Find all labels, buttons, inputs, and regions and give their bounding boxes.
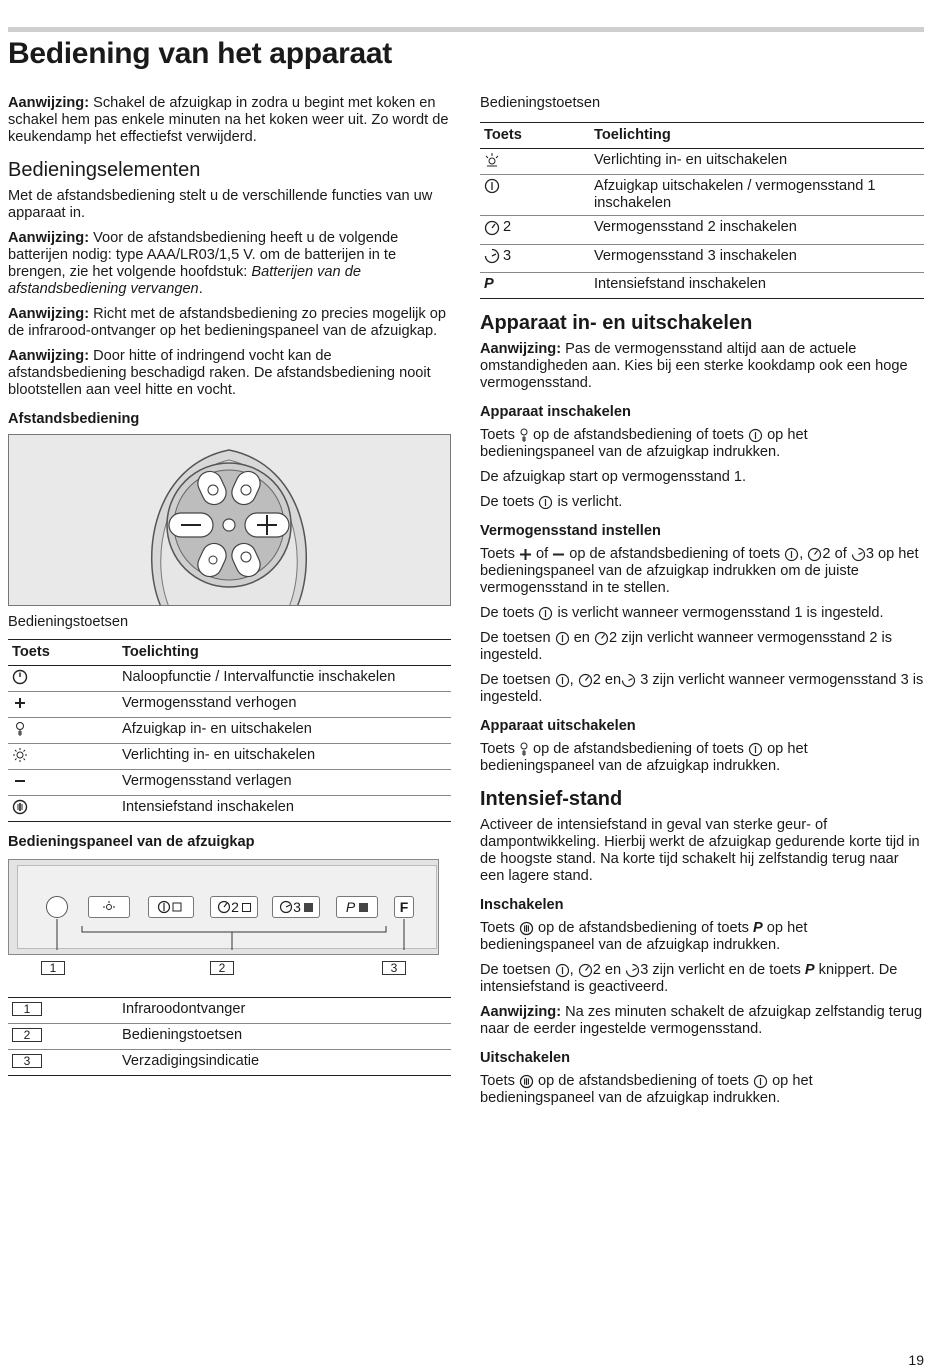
table-row: 2 Vermogensstand 2 inschakelen xyxy=(480,216,924,245)
note-paragraph: Aanwijzing: Na zes minuten schakelt de afzuigkap zelfstandig terug naar de eerder ingestelde vermogensstand. xyxy=(480,1004,923,1037)
left-column xyxy=(8,95,451,1086)
fan-power-icon xyxy=(519,742,529,757)
panel-callouts xyxy=(8,961,451,983)
table-caption: Bedieningstoetsen xyxy=(480,95,601,111)
power-icon xyxy=(753,1074,768,1089)
panel-legend-table xyxy=(8,997,451,1076)
table-row: Afzuigkap uitschakelen / vermogensstand 1 inschakelen xyxy=(480,175,924,216)
p-icon: P xyxy=(484,276,494,292)
remote-control-illustration xyxy=(8,434,451,606)
table-caption: Bedieningstoetsen xyxy=(8,614,129,630)
p-icon: P xyxy=(753,920,763,936)
page-number: 19 xyxy=(908,1352,924,1368)
level3-icon xyxy=(621,673,636,688)
subheading: Apparaat inschakelen xyxy=(480,404,631,420)
column-header: Toelichting xyxy=(590,123,924,149)
paragraph: Toets op de afstandsbediening of toets op het bedieningspaneel van de afzuigkap indrukken. xyxy=(480,427,808,460)
intro-paragraph: Met de afstandsbediening stelt u de verschillende functies van uw apparaat in. xyxy=(8,188,433,221)
table-row: 2 Bedieningstoetsen xyxy=(8,1024,451,1050)
panel-keys-table xyxy=(480,122,924,299)
clock-icon xyxy=(12,669,28,685)
right-column xyxy=(480,95,924,1115)
panel-brackets xyxy=(18,866,438,950)
table-row: 1 Infraroodontvanger xyxy=(8,998,451,1024)
table-row: 3 Vermogensstand 3 inschakelen xyxy=(480,244,924,273)
paragraph: De toetsen en 2 zijn verlicht wanneer vermogensstand 2 is ingesteld. xyxy=(480,630,893,663)
paragraph: Toets of op de afstandsbediening of toets , 2 of 3 op het bedieningspaneel van de afzuigkap indrukken om de juiste vermogensstand in te stellen. xyxy=(480,546,919,596)
minus-icon xyxy=(12,773,28,789)
level2-icon xyxy=(578,963,593,978)
power-icon xyxy=(555,673,570,688)
table-row: Afzuigkap in- en uitschakelen xyxy=(8,718,451,744)
panel-intensive-button: P xyxy=(336,896,378,918)
saturation-indicator: F xyxy=(394,896,414,918)
section-heading: Intensief-stand xyxy=(480,788,623,810)
paragraph: De toets is verlicht. xyxy=(480,494,623,510)
control-panel-face xyxy=(17,865,437,949)
paragraph: Toets op de afstandsbediening of toets op het bedieningspaneel van de afzuigkap indrukken. xyxy=(480,741,808,774)
note-paragraph: Aanwijzing: Voor de afstandsbediening heeft u de volgende batterijen nodig: type AAA/LR03/1,5 V. om de batterijen in te brengen, zie het volgende hoofdstuk: Batterijen van de afstandsbediening vervangen. xyxy=(8,230,399,297)
fan-power-icon xyxy=(519,428,529,443)
column-header: Toets xyxy=(480,123,590,149)
paragraph: De toetsen , 2 en 3 zijn verlicht en de toets P knippert. De intensiefstand is geactiveerd. xyxy=(480,962,898,995)
remote-keys-table xyxy=(8,639,451,822)
page-title: Bediening van het apparaat xyxy=(8,37,392,70)
table-row: Verlichting in- en uitschakelen xyxy=(8,744,451,770)
control-panel-illustration xyxy=(8,859,439,955)
intensive-icon xyxy=(12,799,28,815)
level3-icon xyxy=(851,547,866,562)
fan-power-icon xyxy=(12,721,28,737)
subheading: Apparaat uitschakelen xyxy=(480,718,636,734)
panel-level3-button: 3 xyxy=(272,896,320,918)
paragraph: De toetsen , 2 en 3 zijn verlicht wanneer vermogensstand 3 is ingesteld. xyxy=(480,672,924,705)
table-row: Vermogensstand verhogen xyxy=(8,692,451,718)
power-icon xyxy=(538,606,553,621)
level3-icon xyxy=(484,248,500,264)
power-icon xyxy=(538,495,553,510)
power-icon xyxy=(484,178,500,194)
callout-3: 3 xyxy=(382,961,406,975)
power-icon xyxy=(748,742,763,757)
level2-icon xyxy=(807,547,822,562)
callout-1: 1 xyxy=(41,961,65,975)
subheading: Afstandsbediening xyxy=(8,411,140,427)
column-header: Toets xyxy=(8,640,118,666)
power-icon xyxy=(555,631,570,646)
level2-icon xyxy=(594,631,609,646)
level2-icon xyxy=(578,673,593,688)
plus-icon xyxy=(12,695,28,711)
remote-control-drawing xyxy=(9,435,451,606)
table-row: Naloopfunctie / Intervalfunctie inschakelen xyxy=(8,666,451,692)
paragraph: Activeer de intensiefstand in geval van sterke geur- of dampontwikkeling. Hierbij werkt de afzuigkap gedurende korte tijd in de hoogste stand. Na korte tijd schakelt hij zelfstandig terug naar een lagere stand. xyxy=(480,817,920,884)
subheading: Vermogensstand instellen xyxy=(480,523,661,539)
plus-icon xyxy=(519,548,532,561)
level2-icon xyxy=(484,220,500,236)
light-icon xyxy=(12,747,28,763)
paragraph: De toets is verlicht wanneer vermogensstand 1 is ingesteld. xyxy=(480,605,884,621)
header-rule xyxy=(8,27,924,32)
p-icon: P xyxy=(804,962,815,978)
section-heading: Apparaat in- en uitschakelen xyxy=(480,312,753,334)
subheading: Inschakelen xyxy=(480,897,564,913)
paragraph: Toets op de afstandsbediening of toets op het bedieningspaneel van de afzuigkap indrukken. xyxy=(480,1073,813,1106)
power-icon xyxy=(784,547,799,562)
column-header: Toelichting xyxy=(118,640,451,666)
power-icon xyxy=(555,963,570,978)
level3-icon xyxy=(625,963,640,978)
intensive-icon xyxy=(519,1074,534,1089)
panel-level2-button: 2 xyxy=(210,896,258,918)
note-paragraph: Aanwijzing: Pas de vermogensstand altijd aan de actuele omstandigheden aan. Kies bij een sterke kookdamp ook een hoge vermogensstand. xyxy=(480,341,908,391)
minus-icon xyxy=(552,548,565,561)
table-row: Verlichting in- en uitschakelen xyxy=(480,149,924,175)
note-paragraph: Aanwijzing: Richt met de afstandsbediening zo precies mogelijk op de infrarood-ontvanger op het bedieningspaneel van de afzuigkap. xyxy=(8,306,447,339)
intensive-icon xyxy=(519,921,534,936)
section-heading: Bedieningselementen xyxy=(8,159,201,181)
paragraph: Toets op de afstandsbediening of toets P op het bedieningspaneel van de afzuigkap indrukken. xyxy=(480,920,808,953)
table-row: 3 Verzadigingsindicatie xyxy=(8,1050,451,1076)
table-row: Vermogensstand verlagen xyxy=(8,770,451,796)
paragraph: De afzuigkap start op vermogensstand 1. xyxy=(480,469,747,485)
table-row: P Intensiefstand inschakelen xyxy=(480,273,924,299)
table-row: Intensiefstand inschakelen xyxy=(8,796,451,822)
note-paragraph: Aanwijzing: Schakel de afzuigkap in zodra u begint met koken en schakel hem pas enkele minuten na het koken weer uit. Zo wordt de keukendamp het effectiefst verwijderd. xyxy=(8,95,449,145)
note-paragraph: Aanwijzing: Door hitte of indringend vocht kan de afstandsbediening beschadigd raken. De afstandsbediening nooit blootstellen aan veel hitte en vocht. xyxy=(8,348,431,398)
subheading: Bedieningspaneel van de afzuigkap xyxy=(8,834,255,850)
power-icon xyxy=(748,428,763,443)
light-icon xyxy=(484,152,500,168)
subheading: Uitschakelen xyxy=(480,1050,571,1066)
callout-2: 2 xyxy=(210,961,234,975)
